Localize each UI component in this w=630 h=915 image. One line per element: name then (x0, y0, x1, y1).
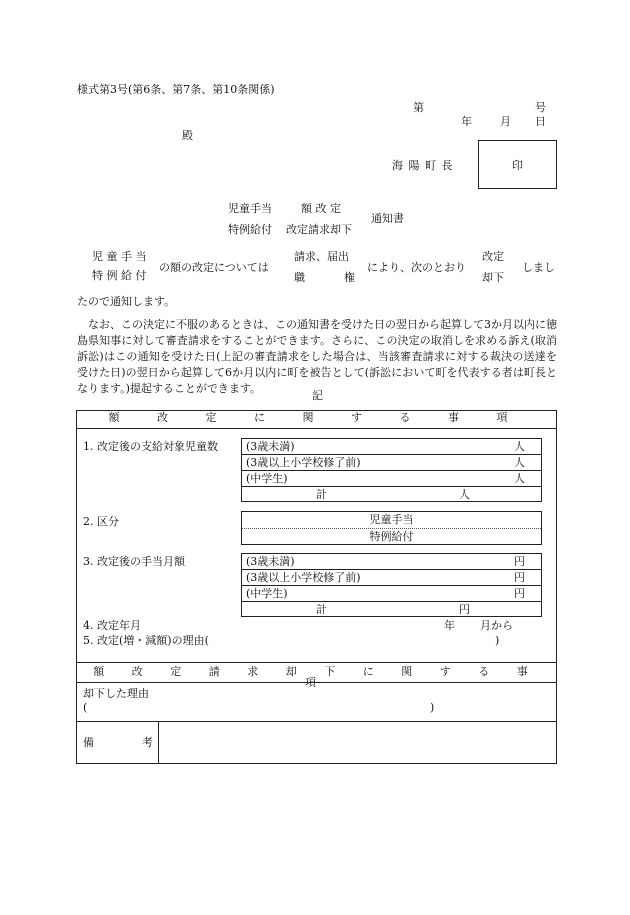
body-reason-2b: 権 (344, 271, 355, 284)
body-text-2: により、次のとおり (367, 261, 466, 274)
body-type-2: 特 例 給 付 (92, 269, 147, 282)
number-prefix: 第 (413, 101, 424, 114)
item4-label: 4. 改定年月 (83, 619, 141, 632)
seal-box (478, 140, 557, 189)
body-result-2: 却下 (482, 271, 504, 284)
children-unit: 人 (514, 472, 525, 485)
category-child-allowance: 児童手当 (369, 513, 414, 526)
seal-label: 印 (512, 159, 523, 172)
children-unit: 人 (514, 440, 525, 453)
amount-row-under3: (3歳未満) (246, 555, 295, 568)
children-row-junior: (中学生) (246, 472, 288, 485)
title-type-1: 児童手当 (228, 202, 272, 215)
amount-row-primary: (3歳以上小学校修了前) (246, 571, 361, 584)
amount-unit: 円 (514, 571, 525, 584)
item4-year: 年 (444, 619, 455, 632)
children-total-label: 計 (316, 488, 327, 501)
rejection-close-paren: ) (430, 701, 435, 714)
body-continuation: たので通知します。 (77, 295, 176, 308)
issuer-name: 海 陽 町 長 (392, 159, 454, 172)
amount-total-label: 計 (316, 603, 327, 616)
item4-month: 月から (480, 619, 513, 632)
date-day: 日 (535, 115, 546, 128)
amount-total-unit: 円 (459, 603, 470, 616)
body-type-1: 児 童 手 当 (92, 250, 147, 263)
item1-label: 1. 改定後の支給対象児童数 (83, 440, 218, 453)
appeal-paragraph: なお、この決定に不服のあるときは、この通知書を受けた日の翌日から起算して3か月以内に徳島県知事に対して審査請求をすることができます。さらに、この決定の取消しを求める訴え(取消訴訟)はこの通知を受けた日(上記の審査請求をした場合は、当該審査請求に対する裁決の送達を受けた日)の翌日から起算して6か月以内に町を被告として(訴訟において町を代表する者は町長となります。)提起することができます。 (77, 318, 557, 395)
title-suffix: 通知書 (371, 212, 404, 225)
title-type-2: 特例給付 (228, 223, 272, 236)
amount-unit: 円 (514, 555, 525, 568)
body-text-1: の額の改定については (159, 261, 269, 274)
item5-close: ) (495, 634, 500, 647)
section1-heading: 額 改 定 に 関 す る 事 項 (108, 411, 525, 424)
date-month: 月 (500, 115, 511, 128)
amount-row-junior: (中学生) (246, 587, 288, 600)
rejection-reason-label: 却下した理由 (83, 687, 149, 700)
body-reason-2a: 職 (294, 271, 305, 284)
children-row-under3: (3歳未満) (246, 440, 295, 453)
section2-heading: 額 改 定 請 求 却 下 に 関 す る 事 項 (93, 665, 540, 689)
title-action-1: 額 改 定 (301, 202, 341, 215)
ki-label: 記 (312, 389, 323, 402)
children-total-unit: 人 (459, 488, 470, 501)
body-reason-1: 請求、届出 (294, 250, 349, 263)
item2-label: 2. 区分 (83, 515, 119, 528)
number-suffix: 号 (535, 101, 546, 114)
remarks-label-2: 考 (142, 736, 153, 749)
addressee-suffix: 殿 (182, 129, 193, 142)
body-result-1: 改定 (482, 250, 504, 263)
rejection-open-paren: ( (83, 701, 88, 714)
amount-unit: 円 (514, 587, 525, 600)
body-text-3: しまし (522, 261, 555, 274)
category-special-benefit: 特例給付 (369, 530, 414, 543)
children-row-primary: (3歳以上小学校修了前) (246, 456, 361, 469)
item5-label: 5. 改定(増・減額)の理由( (83, 634, 209, 647)
remarks-label-1: 備 (83, 736, 94, 749)
title-action-2: 改定請求却下 (286, 223, 352, 236)
children-unit: 人 (514, 456, 525, 469)
item3-label: 3. 改定後の手当月額 (83, 555, 185, 568)
section1-heading-rule (76, 428, 557, 429)
date-year: 年 (461, 115, 472, 128)
form-number: 様式第3号(第6条、第7条、第10条関係) (77, 83, 275, 96)
